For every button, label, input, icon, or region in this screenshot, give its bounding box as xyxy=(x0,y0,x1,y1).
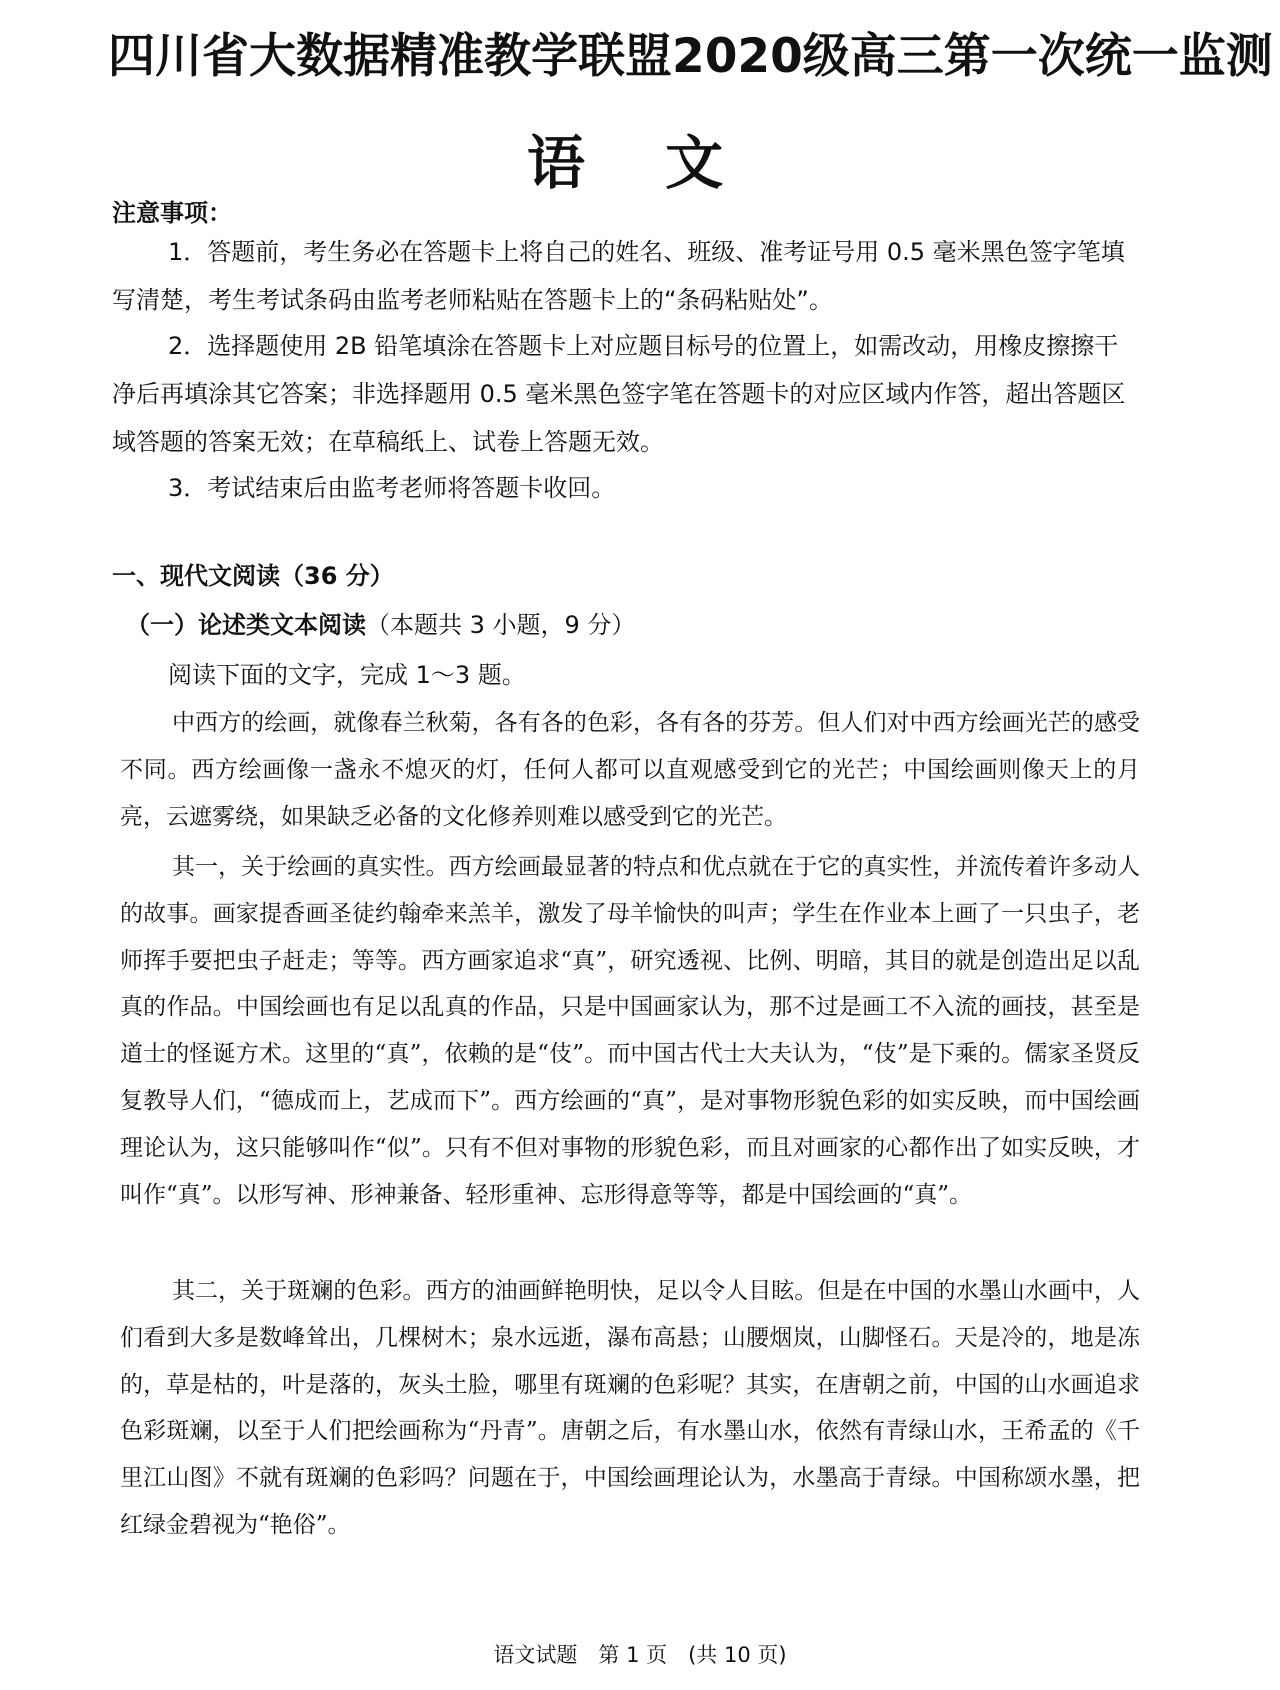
subsection-label: （一）论述类文本阅读 xyxy=(126,611,366,639)
subsection-heading xyxy=(126,607,635,643)
passage-paragraph: 其一，关于绘画的真实性。西方绘画最显著的特点和优点就在于它的真实性，并流传着许多动人的故事。画家提香画圣徒约翰牵来羔羊，激发了母羊愉快的叫声；学生在作业本上画了一只虫子，老师挥手要把虫子赶走；等等。西方画家追求“真”，研究透视、比例、明暗，其目的就是创造出足以乱真的作品。中国绘画也有足以乱真的作品，只是中国画家认为，那不过是画工不入流的画技，甚至是道士的怪诞方术。这里的“真”，依赖的是“伎”。而中国古代士大夫认为，“伎”是下乘的。儒家圣贤反复教导人们，“德成而上，艺成而下”。西方绘画的“真”，是对事物形貌色彩的如实反映，而中国绘画理论认为，这只能够叫作“似”。只有不但对事物的形貌色彩，而且对画家的心都作出了如实反映，才叫作“真”。以形写神、形神兼备、轻形重神、忘形得意等等，都是中国绘画的“真”。 xyxy=(120,854,1140,1208)
notice-item: 2．选择题使用 2B 铅笔填涂在答题卡上对应题目标号的位置上，如需改动，用橡皮擦擦干净后再填涂其它答案；非选择题用 0.5 毫米黑色签字笔在答题卡的对应区域内作答，超出答题区域答题的答案无效；在草稿纸上、试卷上答题无效。 xyxy=(112,332,1126,456)
subject-title: 语 文 xyxy=(526,129,754,197)
exam-title: 四川省大数据精准教学联盟2020级高三第一次统一监测 xyxy=(108,29,1273,84)
reading-instruction: 阅读下面的文字，完成 1～3 题。 xyxy=(168,661,526,689)
subsection-note: （本题共 3 小题，9 分） xyxy=(366,611,636,639)
passage-paragraph: 其二，关于斑斓的色彩。西方的油画鲜艳明快，足以令人目眩。但是在中国的水墨山水画中，人们看到大多是数峰耸出，几棵树木；泉水远逝，瀑布高悬；山腰烟岚，山脚怪石。天是冷的，地是冻的，草是枯的，叶是落的，灰头土脸，哪里有斑斓的色彩呢？其实，在唐朝之前，中国的山水画追求色彩斑斓，以至于人们把绘画称为“丹青”。唐朝之后，有水墨山水，依然有青绿山水，王希孟的《千里江山图》不就有斑斓的色彩吗？问题在于，中国绘画理论认为，水墨高于青绿。中国称颂水墨，把红绿金碧视为“艳俗”。 xyxy=(120,1278,1140,1538)
notice-item: 3．考试结束后由监考老师将答题卡收回。 xyxy=(168,474,616,502)
notice-heading: 注意事项： xyxy=(112,199,232,227)
section-heading: 一、现代文阅读（36 分） xyxy=(112,562,394,590)
notice-item: 1．答题前，考生务必在答题卡上将自己的姓名、班级、准考证号用 0.5 毫米黑色签字笔填写清楚，考生考试条码由监考老师粘贴在答题卡上的“条码粘贴处”。 xyxy=(112,238,1125,314)
passage-paragraph: 中西方的绘画，就像春兰秋菊，各有各的色彩，各有各的芬芳。但人们对中西方绘画光芒的感受不同。西方绘画像一盏永不熄灭的灯，任何人都可以直观感受到它的光芒；中国绘画则像天上的月亮，云遮雾绕，如果缺乏必备的文化修养则难以感受到它的光芒。 xyxy=(120,710,1140,830)
page-footer: 语文试题 第 1 页 (共 10 页) xyxy=(493,1643,787,1667)
